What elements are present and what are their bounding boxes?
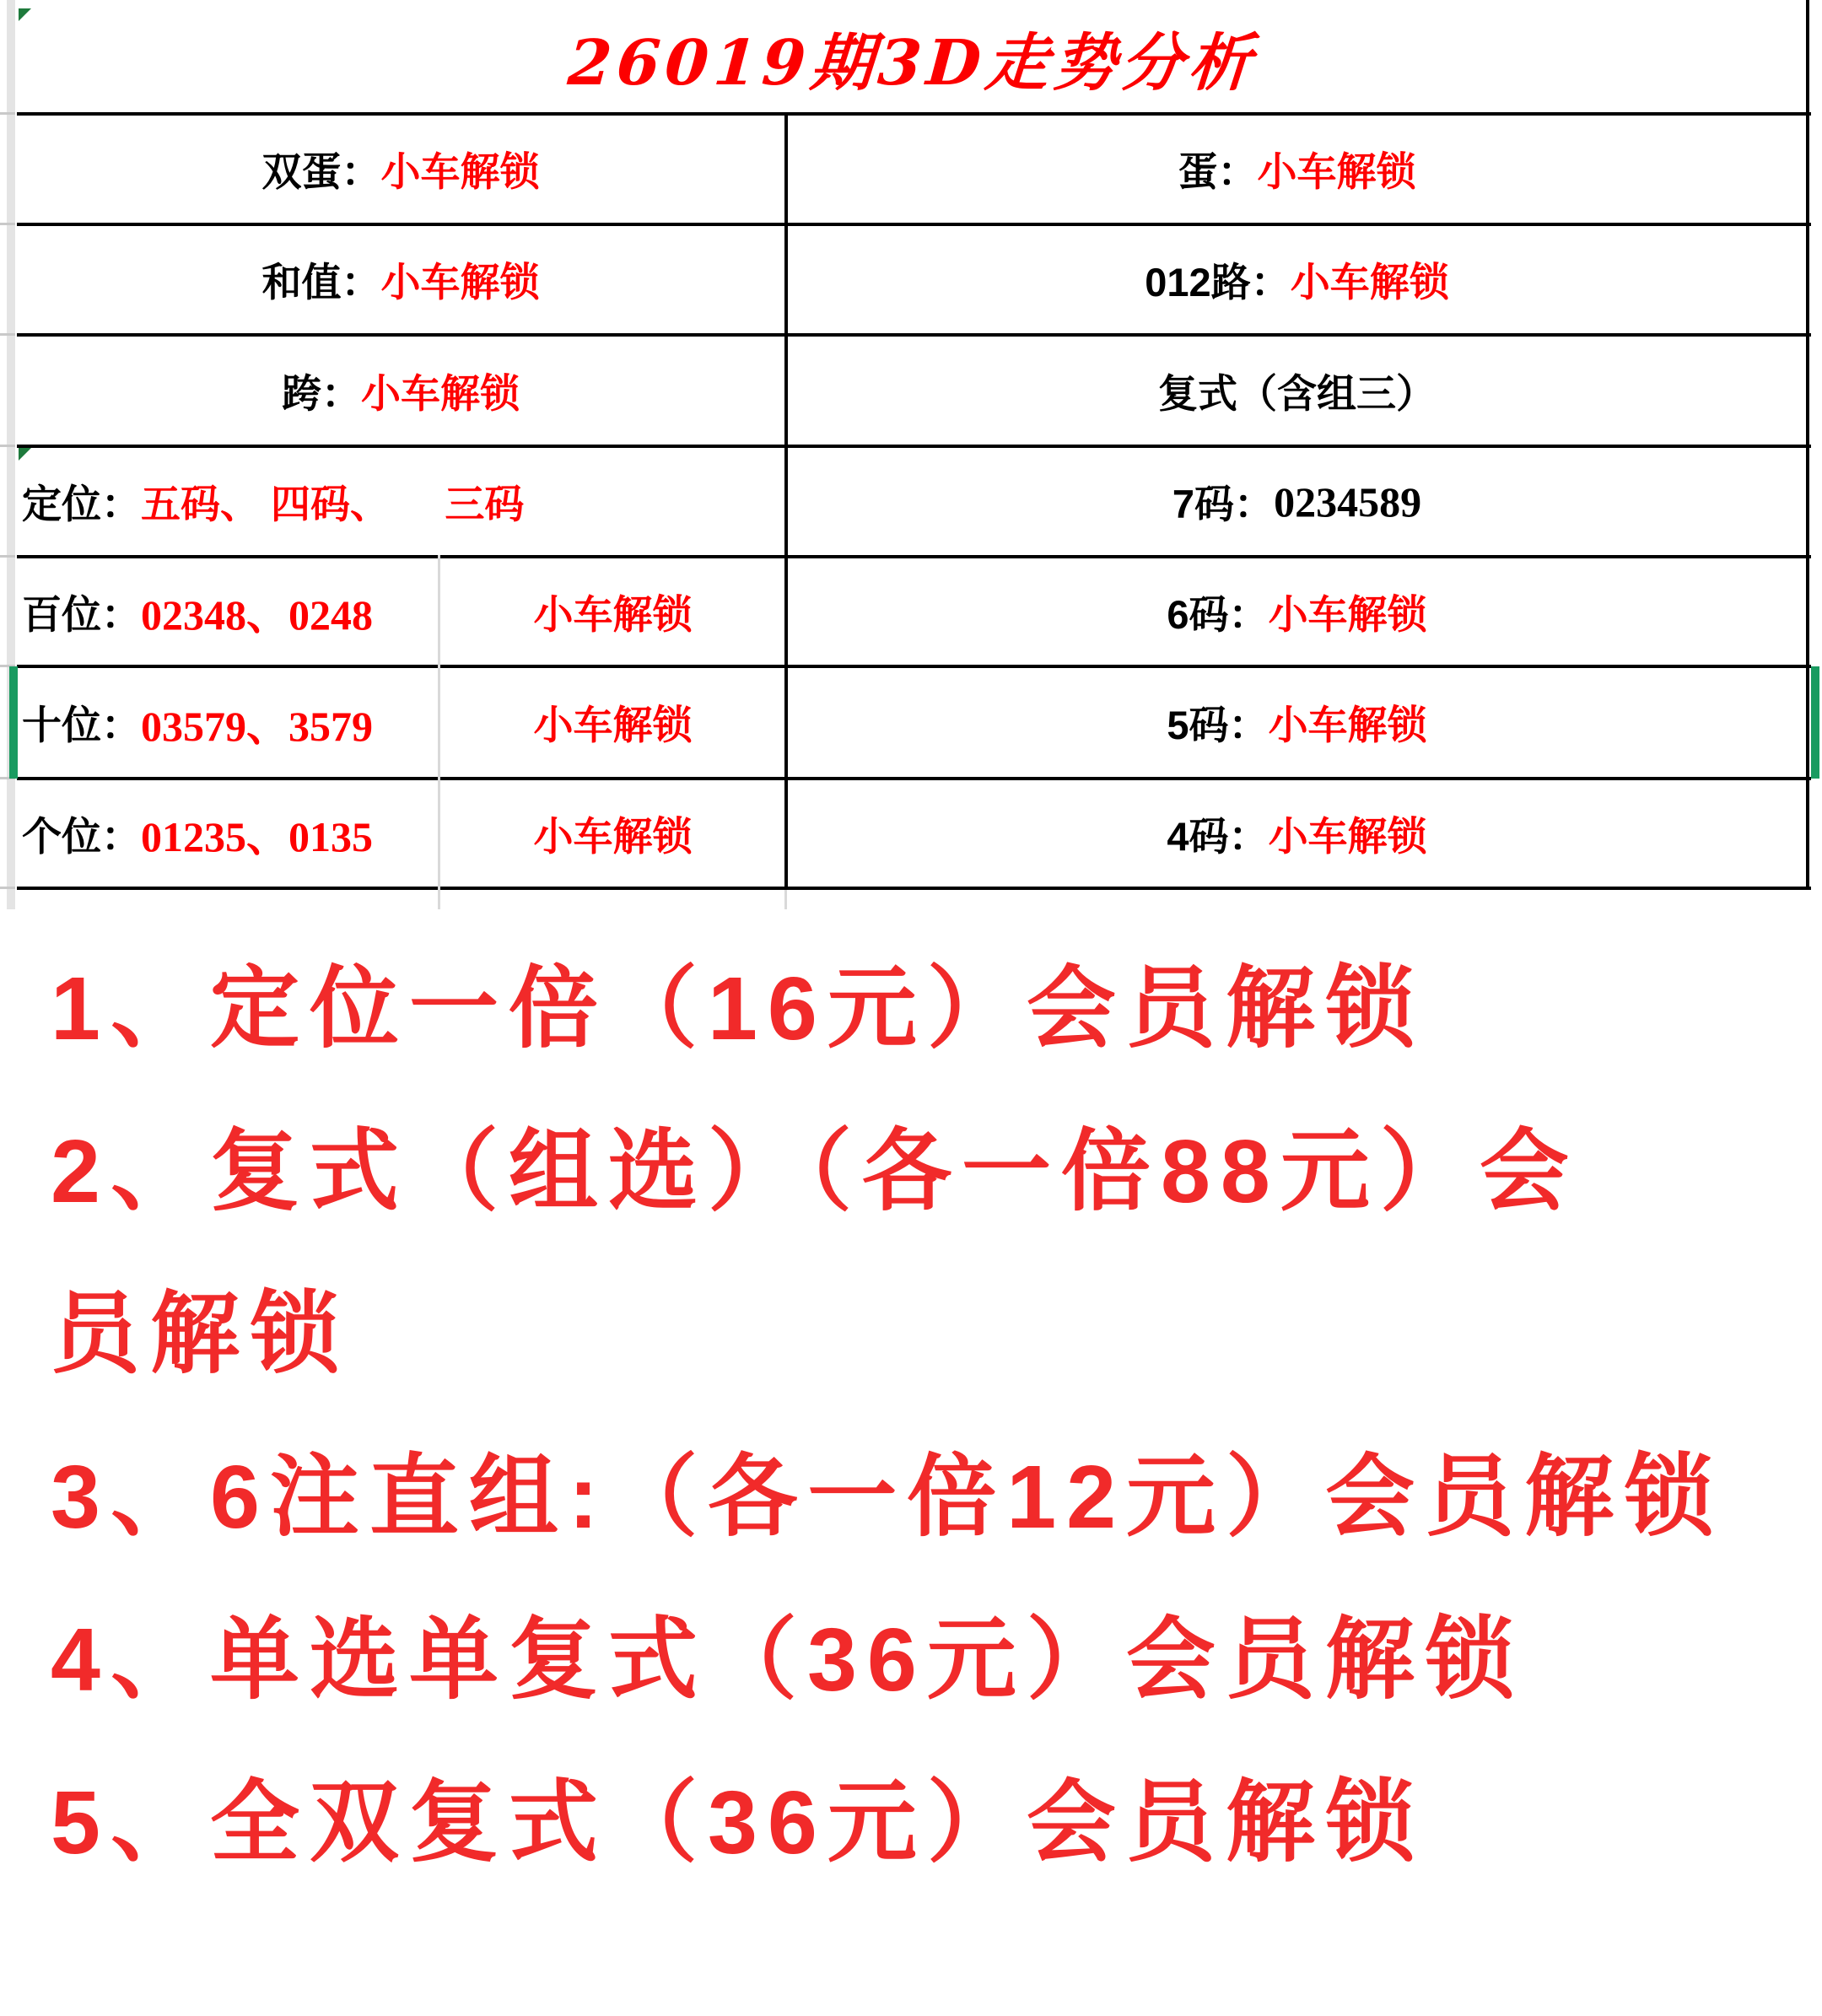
cell-label: 十位：: [22, 703, 141, 747]
cell-label: 7码：: [1172, 482, 1275, 526]
note-item-3: 3、6注直组:（各一倍12元）会员解锁: [51, 1447, 1724, 1547]
cell-value: 0234589: [1274, 477, 1422, 526]
rail-tick: [0, 223, 15, 225]
cell-numbers: 01235、0135: [141, 813, 373, 860]
cell-label: 百位：: [22, 591, 141, 637]
cell-shuangdan[interactable]: [17, 116, 784, 223]
cell-value: 五码、 四码、 三码: [141, 482, 525, 526]
membership-notes: [51, 928, 1822, 1905]
cell-baiwei[interactable]: [17, 558, 443, 665]
cell-label: 012路：: [1145, 260, 1291, 305]
cell-value: 小车解锁: [380, 149, 540, 194]
table-title-cell[interactable]: [17, 3, 1808, 112]
rail-tick: [0, 555, 15, 558]
rail-tick: [0, 445, 15, 447]
cell-value: 小车解锁: [1257, 149, 1416, 194]
cell-label: 5码：: [1167, 703, 1269, 747]
cell-value: 小车解锁: [1268, 591, 1427, 637]
note-item-4: 4、单选单复式（36元）会员解锁: [51, 1610, 1524, 1710]
rail-tick: [0, 112, 15, 115]
cell-value: 小车解锁: [1268, 703, 1427, 747]
cell-baiwei-status[interactable]: [441, 558, 784, 665]
cell-shiwei[interactable]: [17, 668, 443, 777]
cell-label: 双蛋：: [261, 149, 381, 194]
table-right-border: [1806, 0, 1809, 890]
cell-numbers: 02348、0248: [141, 591, 373, 639]
cell-5ma[interactable]: [788, 668, 1806, 777]
note-item-5: 5、全双复式（36元）会员解锁: [51, 1773, 1425, 1873]
cell-gewei-status[interactable]: [441, 780, 784, 887]
cell-numbers: 03579、3579: [141, 702, 373, 750]
cell-value: 小车解锁: [533, 813, 693, 859]
cell-label: 复式（含组三）: [1158, 370, 1436, 416]
cell-7ma[interactable]: [788, 448, 1806, 555]
cell-dan[interactable]: [788, 116, 1806, 223]
cell-value: 小车解锁: [533, 703, 693, 747]
cell-gewei[interactable]: [17, 780, 443, 887]
note-item-2: 2、复式（组选）（各一倍88元）会员解锁: [51, 1122, 1579, 1384]
cell-6ma[interactable]: [788, 558, 1806, 665]
cell-kua[interactable]: [17, 337, 784, 445]
cell-value: 小车解锁: [380, 260, 540, 305]
rail-tick: [0, 333, 15, 336]
page-title: 26019期3D走势分析: [565, 26, 1259, 100]
gridline: [784, 890, 787, 909]
cell-label: 蛋：: [1178, 149, 1258, 194]
cell-label: 跨：: [282, 370, 361, 416]
excel-error-triangle-icon: [19, 8, 31, 21]
cell-label: 6码：: [1167, 591, 1269, 637]
cell-012lu[interactable]: [788, 226, 1806, 333]
cell-value: 小车解锁: [1268, 813, 1427, 859]
cell-label: 和值：: [261, 260, 381, 305]
cell-dingwei[interactable]: [17, 448, 790, 555]
cell-value: 小车解锁: [361, 370, 520, 416]
cell-label: 个位：: [22, 813, 141, 859]
cell-4ma[interactable]: [788, 780, 1806, 887]
cell-value: 小车解锁: [533, 591, 693, 637]
note-item-1: 1、定位一倍（16元）会员解锁: [51, 959, 1425, 1059]
cell-fushi[interactable]: [788, 337, 1806, 445]
cell-value: 小车解锁: [1290, 260, 1449, 305]
cell-label: 4码：: [1167, 813, 1269, 859]
rail-tick: [0, 887, 15, 889]
cell-shiwei-status[interactable]: [441, 668, 784, 777]
selection-border-right: [1811, 666, 1819, 779]
cell-hezhi[interactable]: [17, 226, 784, 333]
table-border: [17, 887, 1811, 890]
cell-label: 定位：: [22, 482, 141, 526]
